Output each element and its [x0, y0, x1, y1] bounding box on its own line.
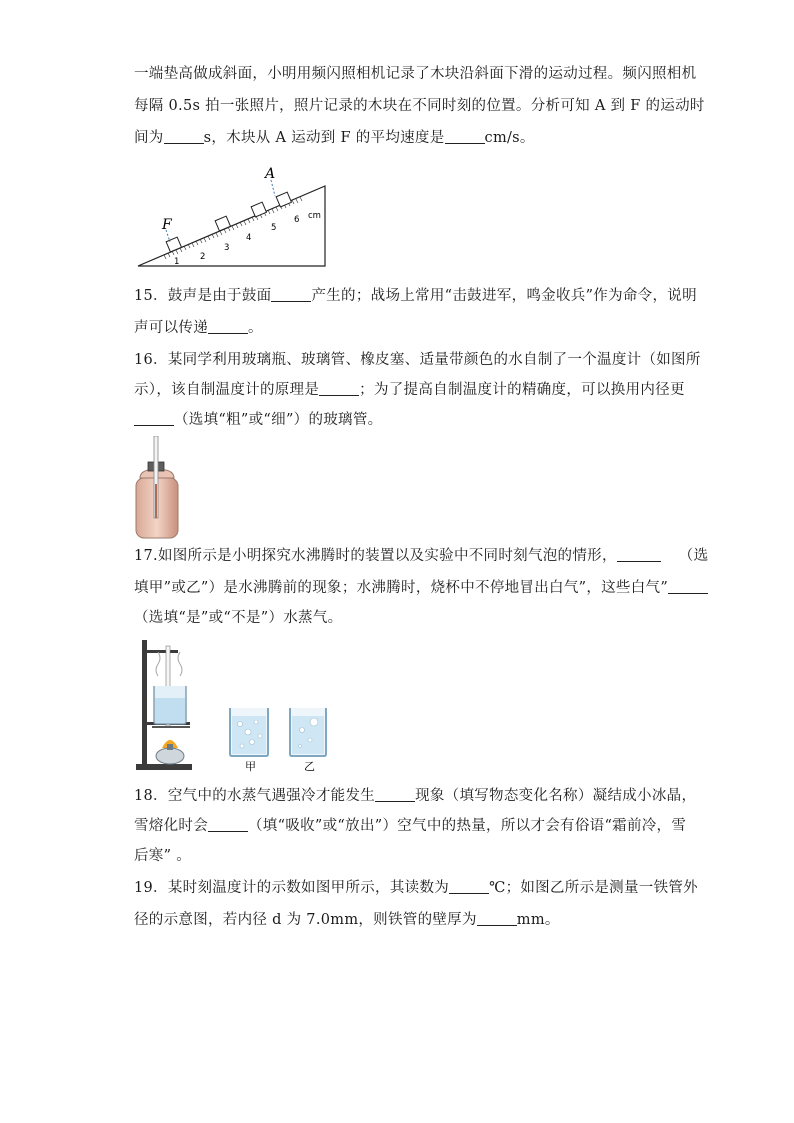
q16-line-3 — [134, 410, 382, 430]
q18-line-2 — [134, 816, 686, 836]
q17-text-a: 17.如图所示是小明探究水沸腾时的装置以及实验中不同时刻气泡的情形， — [134, 548, 617, 564]
q16-line-2 — [134, 380, 685, 400]
q16-blank-1[interactable] — [319, 381, 359, 396]
label-yi: 乙 — [304, 760, 315, 773]
q18-blank-1[interactable] — [375, 787, 415, 802]
q19-blank-2[interactable] — [477, 911, 517, 926]
q14-text-b: s，木块从 A 运动到 F 的平均速度是 — [203, 130, 445, 146]
q14-line-2: 每隔 0.5s 拍一张照片，照片记录的木块在不同时刻的位置。分析可知 A 到 F 的运动时 — [134, 98, 705, 114]
marker-A-dashes — [271, 180, 275, 196]
beaker-yi-water — [292, 716, 324, 754]
q14-line-1: 一端垫高做成斜面，小明用频闪照相机记录了木块沿斜面下滑的运动过程。频闪照相机 — [134, 66, 697, 82]
q16-line-1: 16．某同学利用玻璃瓶、玻璃管、橡皮塞、适量带颜色的水自制了一个温度计（如图所 — [134, 352, 701, 368]
q17-blank-2[interactable] — [668, 579, 708, 594]
stand-rod — [142, 640, 147, 768]
q15-text-d: 。 — [248, 320, 263, 336]
q14-text-c: cm/s。 — [484, 130, 535, 146]
label-jia: 甲 — [245, 760, 256, 773]
q15-text-b: 产生的；战场上常用“击鼓进军，鸣金收兵”作为命令，说明 — [311, 288, 697, 304]
q17-blank-1[interactable] — [617, 547, 661, 562]
q19-text-d: mm。 — [516, 912, 560, 928]
tick-label-6: 6 — [294, 215, 300, 225]
thermometer-clamp — [142, 650, 178, 653]
label-F: F — [162, 217, 172, 233]
q15-text-a: 15．鼓声是由于鼓面 — [134, 288, 272, 304]
tick-label-1: 1 — [174, 257, 180, 267]
q16-text-a: 示），该自制温度计的原理是 — [134, 382, 320, 398]
q18-text-c: 雪熔化时会 — [134, 818, 208, 834]
q19-blank-1[interactable] — [449, 879, 489, 894]
stand-base — [136, 764, 192, 770]
q19-text-b: ℃；如图乙所示是测量一铁管外 — [489, 880, 698, 896]
incline-figure — [134, 160, 330, 272]
unit-label-cm: cm — [308, 211, 321, 221]
q17-line-2 — [134, 578, 708, 598]
q16-text-c: （选填“粗”或“细”）的玻璃管。 — [174, 412, 383, 428]
tick-label-4: 4 — [246, 233, 252, 243]
q18-line-1 — [134, 786, 696, 806]
wire-gauze — [152, 726, 190, 728]
label-A: A — [265, 166, 276, 182]
q18-blank-2[interactable] — [208, 817, 248, 832]
q19-line-1 — [134, 878, 698, 898]
q17-line-3: （选填“是”或“不是”）水蒸气。 — [134, 610, 343, 626]
q17-line-1 — [134, 546, 708, 566]
steam-wisp-2 — [178, 652, 182, 676]
alcohol-lamp — [156, 748, 184, 764]
q15-line-2 — [134, 318, 263, 338]
q15-blank-2[interactable] — [208, 319, 248, 334]
homemade-thermometer-figure — [130, 436, 182, 540]
q14-text-a: 间为 — [134, 130, 164, 146]
block-F — [166, 237, 181, 252]
q18-text-b: 现象（填写物态变化名称）凝结成小冰晶， — [415, 788, 697, 804]
lamp-wick-holder — [167, 744, 173, 750]
q15-line-1 — [134, 286, 697, 306]
q19-text-c: 径的示意图，若内径 d 为 7.0mm，则铁管的壁厚为 — [134, 912, 477, 928]
tick-label-2: 2 — [200, 252, 206, 262]
q14-blank-speed[interactable] — [445, 129, 485, 144]
block-2 — [215, 216, 230, 231]
q18-line-3: 后寒” 。 — [134, 848, 192, 864]
q17-text-b: （选 — [678, 548, 709, 564]
tick-label-3: 3 — [224, 243, 230, 253]
stand-beaker-water — [155, 698, 185, 723]
q14-line-3 — [134, 128, 535, 148]
q18-text-d: （填“吸收”或“放出”）空气中的热量，所以才会有俗语“霜前冷，雪 — [248, 818, 687, 834]
q19-line-2 — [134, 910, 560, 930]
q14-blank-time[interactable] — [164, 129, 204, 144]
q16-text-b: ；为了提高自制温度计的精确度，可以换用内径更 — [359, 382, 685, 398]
q16-blank-2[interactable] — [134, 411, 174, 426]
q17-text-c: 填甲”或乙”）是水沸腾前的现象；水沸腾时，烧杯中不停地冒出白气”，这些白气” — [134, 580, 669, 596]
tick-label-5: 5 — [271, 223, 277, 233]
q15-text-c: 声可以传递 — [134, 320, 208, 336]
colored-water-column — [155, 484, 157, 518]
q19-text-a: 19．某时刻温度计的示数如图甲所示，其读数为 — [134, 880, 450, 896]
block-3 — [251, 202, 266, 217]
q18-text-a: 18．空气中的水蒸气遇强冷才能发生 — [134, 788, 376, 804]
q15-blank-1[interactable] — [271, 287, 311, 302]
boiling-apparatus-figure — [134, 636, 344, 774]
steam-wisp-1 — [156, 652, 160, 676]
